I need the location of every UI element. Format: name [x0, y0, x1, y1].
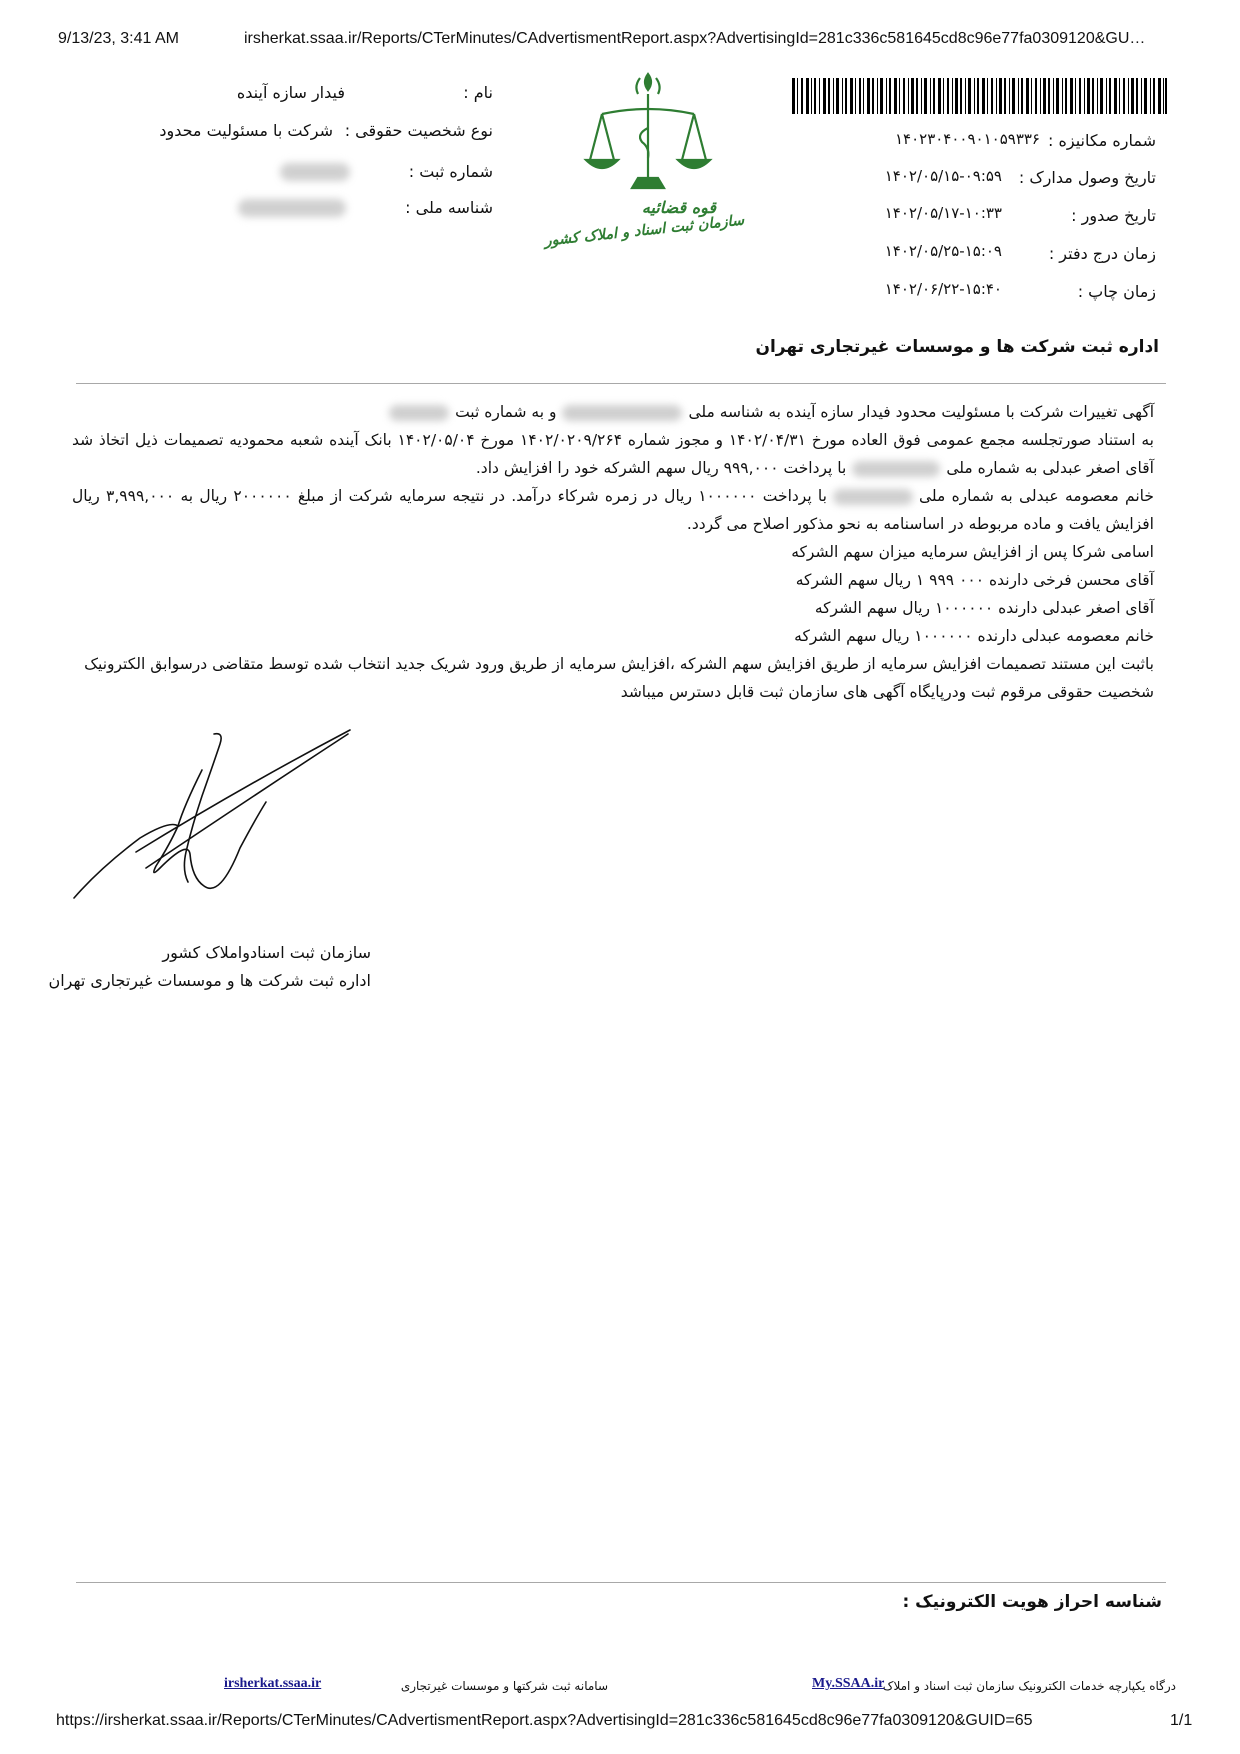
system-description: سامانه ثبت شرکتها و موسسات غیرتجاری [400, 1679, 608, 1693]
office-entry-label: زمان درج دفتر : [1048, 244, 1156, 263]
entity-type-label: نوع شخصیت حقوقی : [344, 121, 493, 140]
notice-line-1-part-a: آگهی تغییرات شرکت با مسئولیت محدود فیدار سازه آینده به شناسه ملی [688, 403, 1154, 421]
docs-received-value: ۱۴۰۲/۰۵/۱۵-۰۹:۵۹ [884, 167, 1002, 185]
notice-line-3 [72, 454, 1154, 482]
notice-line-1-part-b: و به شماره ثبت [455, 403, 557, 421]
logo-line-1: قوه قضائیه [641, 198, 716, 217]
notice-line-2: به استناد صورتجلسه مجمع عمومی فوق العاده مورخ ۱۴۰۲/۰۴/۳۱ و مجوز شماره ۱۴۰۲/۰۲۰۹/۲۶۴ مورخ ۱۴۰۲/۰۵/۰۴ بانک آینده شعبه محمودیه تصمیمات ذیل اتخاذ شد [72, 431, 1154, 449]
company-name-label: نام : [463, 83, 493, 102]
notice-line-4-part-a: خانم معصومه عبدلی به شماره ملی [918, 487, 1154, 505]
national-id-redacted [852, 461, 940, 477]
notice-line-1 [72, 398, 1154, 426]
national-id-label: شناسه ملی : [405, 198, 493, 217]
notice-line-4 [72, 482, 1154, 510]
top-divider [76, 383, 1166, 384]
signature-caption-line-2: اداره ثبت شرکت ها و موسسات غیرتجاری تهران [48, 971, 371, 990]
notice-line-3-part-a: آقای اصغر عبدلی به شماره ملی [946, 459, 1154, 477]
entity-type-value: شرکت با مسئولیت محدود [159, 121, 333, 140]
issue-date-label: تاریخ صدور : [1071, 206, 1156, 225]
print-time-value: ۱۴۰۲/۰۶/۲۲-۱۵:۴۰ [884, 280, 1002, 298]
notice-body [72, 398, 1154, 706]
notice-line-3-part-b: با پرداخت ۹۹۹,۰۰۰ ریال سهم الشرکه خود را افزایش داد. [475, 459, 847, 477]
print-datetime: 9/13/23, 3:41 AM [58, 30, 179, 47]
notice-line-7: آقای محسن فرخی دارنده ۰۰۰ ۹۹۹ ۱ ریال سهم الشرکه [795, 571, 1154, 589]
national-id-redacted [238, 199, 346, 217]
national-id-redacted [833, 489, 913, 505]
registration-number-redacted [280, 163, 350, 181]
signature-caption-line-1: سازمان ثبت اسنادواملاک کشور [162, 943, 371, 962]
print-footer-url: https://irsherkat.ssaa.ir/Reports/CTerMinutes/CAdvertismentReport.aspx?AdvertisingId=281c336c581645cd8c96e77fa0309120&GUID=65 [56, 1712, 1033, 1729]
portal-description: درگاه یکپارچه خدمات الکترونیک سازمان ثبت اسناد و املاک [882, 1679, 1176, 1693]
notice-line-10: باثبت این مستند تصمیمات افزایش سرمایه از طریق افزایش سهم الشرکه ،افزایش سرمایه از طریق ورود شریک جدید انتخاب شده توسط متقاضی درسوابق الکترونیک [84, 655, 1154, 673]
barcode [792, 78, 1167, 114]
notice-line-5: افزایش یافت و ماده مربوطه در اساسنامه به نحو مذکور اصلاح می گردد. [686, 515, 1154, 533]
system-link[interactable]: irsherkat.ssaa.ir [224, 1676, 322, 1691]
judiciary-logo [543, 68, 745, 258]
registration-number-redacted [389, 405, 449, 421]
bottom-divider [76, 1582, 1166, 1583]
mechanized-number-value: ۱۴۰۲۳۰۴۰۰۹۰۱۰۵۹۳۳۶ [894, 130, 1040, 148]
docs-received-label: تاریخ وصول مدارک : [1018, 168, 1156, 187]
registration-number-label: شماره ثبت : [408, 162, 493, 181]
logo-line-2: سازمان ثبت اسناد و املاک کشور [543, 211, 745, 250]
notice-line-8: آقای اصغر عبدلی دارنده ۱۰۰۰۰۰۰ ریال سهم الشرکه [814, 599, 1154, 617]
notice-line-11: شخصیت حقوقی مرقوم ثبت ودرپایگاه آگهی های سازمان ثبت قابل دسترس میباشد [620, 683, 1154, 701]
company-name-value: فیدار سازه آینده [236, 83, 345, 102]
notice-line-9: خانم معصومه عبدلی دارنده ۱۰۰۰۰۰۰ ریال سهم الشرکه [794, 627, 1154, 645]
department-title: اداره ثبت شرکت ها و موسسات غیرتجاری تهران [755, 337, 1159, 357]
notice-line-4-part-b: با پرداخت ۱۰۰۰۰۰۰ ریال در زمره شرکاء درآمد. در نتیجه سرمایه شرکت از مبلغ ۲۰۰۰۰۰۰ ریال به ۳,۹۹۹,۰۰۰ ریال [72, 487, 827, 505]
electronic-id-label: شناسه احراز هویت الکترونیک : [902, 1592, 1162, 1612]
print-time-label: زمان چاپ : [1077, 282, 1156, 301]
print-header-url: irsherkat.ssaa.ir/Reports/CTerMinutes/CAdvertismentReport.aspx?AdvertisingId=281c336c581645cd8c96e77fa0309120&GU… [244, 30, 1146, 47]
handwritten-signature [60, 728, 360, 908]
mechanized-number-label: شماره مکانیزه : [1048, 131, 1156, 150]
notice-line-6: اسامی شرکا پس از افزایش سرمایه میزان سهم الشرکه [791, 543, 1154, 561]
office-entry-value: ۱۴۰۲/۰۵/۲۵-۱۵:۰۹ [884, 242, 1002, 260]
issue-date-value: ۱۴۰۲/۰۵/۱۷-۱۰:۳۳ [884, 204, 1002, 222]
portal-link[interactable]: My.SSAA.ir [812, 1676, 885, 1691]
national-id-redacted [562, 405, 682, 421]
print-page-number: 1/1 [1170, 1712, 1193, 1729]
